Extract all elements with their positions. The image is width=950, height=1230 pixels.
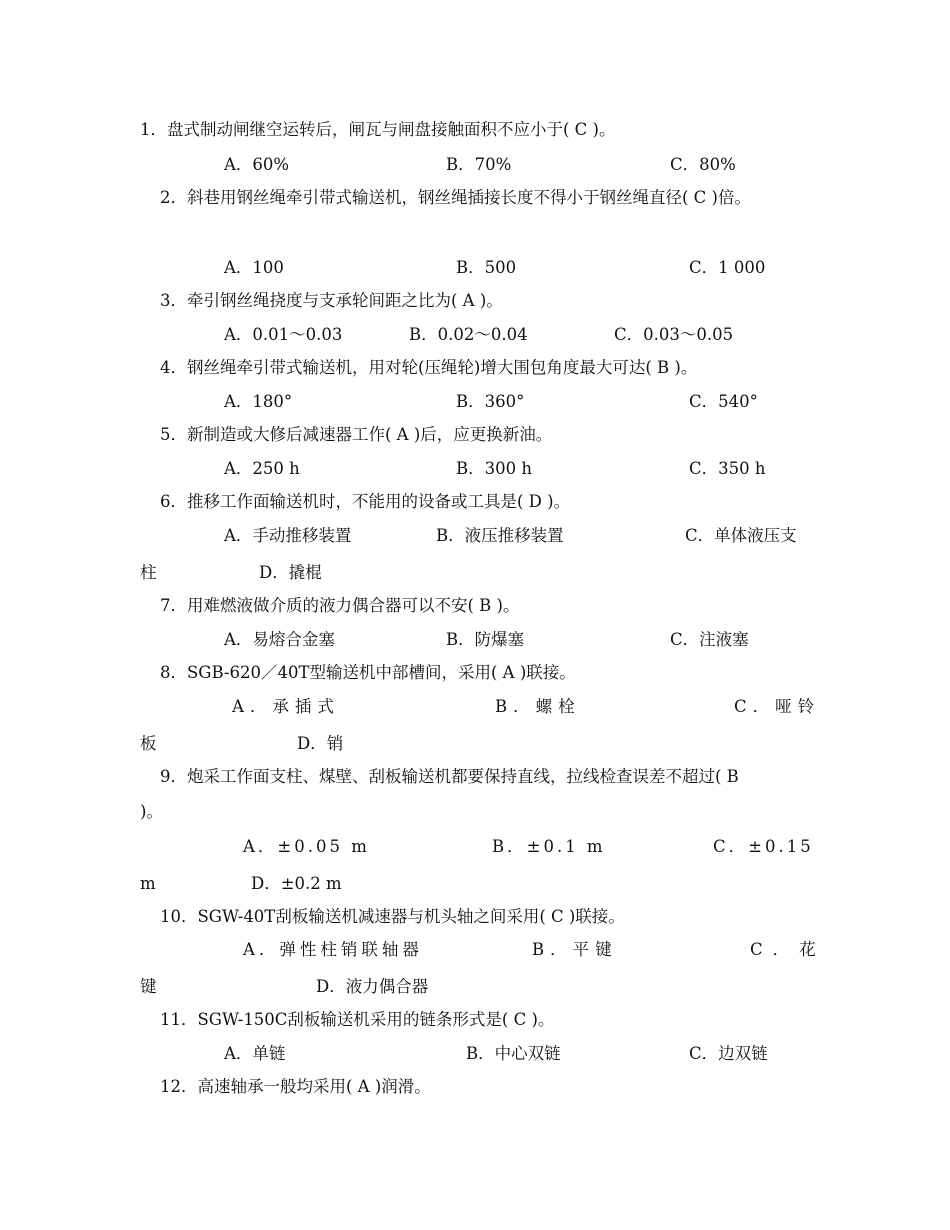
question-9-option-a: A．±0.05 m — [243, 837, 370, 856]
question-4-option-c: C．540° — [689, 392, 758, 411]
question-8-option-b: B．螺栓 — [495, 697, 581, 716]
question-1-option-a: A．60% — [224, 155, 290, 174]
question-10-option-d: D．液力偶合器 — [316, 977, 429, 996]
question-3-option-b: B．0.02～0.04 — [409, 325, 528, 344]
question-5-option-c: C．350 h — [689, 459, 766, 478]
question-11-option-c: C．边双链 — [689, 1044, 768, 1063]
question-3-stem: 3．牵引钢丝绳挠度与支承轮间距之比为( A )。 — [160, 291, 503, 310]
question-9-option-d: D．±0.2 m — [251, 874, 342, 893]
question-4-option-a: A．180° — [224, 392, 293, 411]
question-9-option-b: B．±0.1 m — [492, 837, 606, 856]
question-3-option-c: C．0.03～0.05 — [614, 325, 734, 344]
question-4-stem: 4．钢丝绳牵引带式输送机，用对轮(压绳轮)增大围包角度最大可达( B )。 — [160, 358, 698, 377]
question-7-option-a: A．易熔合金塞 — [224, 630, 335, 649]
question-2-stem: 2．斜巷用钢丝绳牵引带式输送机，钢丝绳插接长度不得小于钢丝绳直径( C )倍。 — [160, 188, 751, 207]
question-6-option-a: A．手动推移装置 — [224, 526, 352, 545]
question-7-option-c: C．注液塞 — [670, 630, 749, 649]
question-1-stem: 1．盘式制动闸继空运转后，闸瓦与闸盘接触面积不应小于( C )。 — [140, 120, 616, 139]
question-2-option-b: B．500 — [456, 258, 517, 277]
question-11-option-b: B．中心双链 — [466, 1044, 561, 1063]
question-8-option-a: A．承插式 — [232, 697, 340, 716]
question-2-option-c: C．1 000 — [689, 258, 766, 277]
question-10-option-b: B．平键 — [532, 940, 618, 959]
question-9-stem: 9．炮采工作面支柱、煤壁、刮板输送机都要保持直线，拉线检查误差不超过( B — [160, 767, 739, 786]
question-10-stem: 10．SGW-40T刮板输送机减速器与机头轴之间采用( C )联接。 — [160, 907, 625, 926]
question-10-option-a: A．弹性柱销联轴器 — [243, 940, 423, 959]
question-11-stem: 11．SGW-150C刮板输送机采用的链条形式是( C )。 — [160, 1010, 555, 1029]
question-2-option-a: A．100 — [224, 258, 284, 277]
question-9-stem-cont: )。 — [140, 802, 163, 821]
question-8-stem: 8．SGB-620／40T型输送机中部槽间，采用( A )联接。 — [160, 663, 576, 682]
question-3-option-a: A．0.01～0.03 — [224, 325, 343, 344]
question-6-option-d: D．撬棍 — [259, 563, 322, 582]
question-8-option-c: C．哑铃 — [734, 697, 821, 716]
question-11-option-a: A．单链 — [224, 1044, 286, 1063]
question-1-option-c: C．80% — [670, 155, 736, 174]
question-6-option-c: C．单体液压支 — [685, 526, 797, 545]
question-6-option-c-cont: 柱 — [140, 563, 157, 582]
question-6-option-b: B．液压推移装置 — [436, 526, 564, 545]
question-5-option-a: A．250 h — [224, 459, 300, 478]
question-5-stem: 5．新制造或大修后减速器工作( A )后，应更换新油。 — [160, 425, 553, 444]
question-1-option-b: B．70% — [446, 155, 512, 174]
question-9-option-c-cont: m — [140, 874, 156, 893]
question-9-option-c: C．±0.15 — [713, 837, 814, 856]
question-4-option-b: B．360° — [456, 392, 525, 411]
question-10-option-c-cont: 键 — [140, 977, 157, 996]
question-6-stem: 6．推移工作面输送机时，不能用的设备或工具是( D )。 — [160, 492, 571, 511]
question-12-stem: 12．高速轴承一般均采用( A )润滑。 — [160, 1077, 431, 1096]
question-8-option-c-cont: 板 — [140, 734, 157, 753]
question-8-option-d: D．销 — [297, 734, 344, 753]
question-10-option-c: C．花 — [750, 940, 826, 959]
question-7-stem: 7．用难燃液做介质的液力偶合器可以不安( B )。 — [160, 596, 520, 615]
question-7-option-b: B．防爆塞 — [446, 630, 525, 649]
question-5-option-b: B．300 h — [456, 459, 532, 478]
